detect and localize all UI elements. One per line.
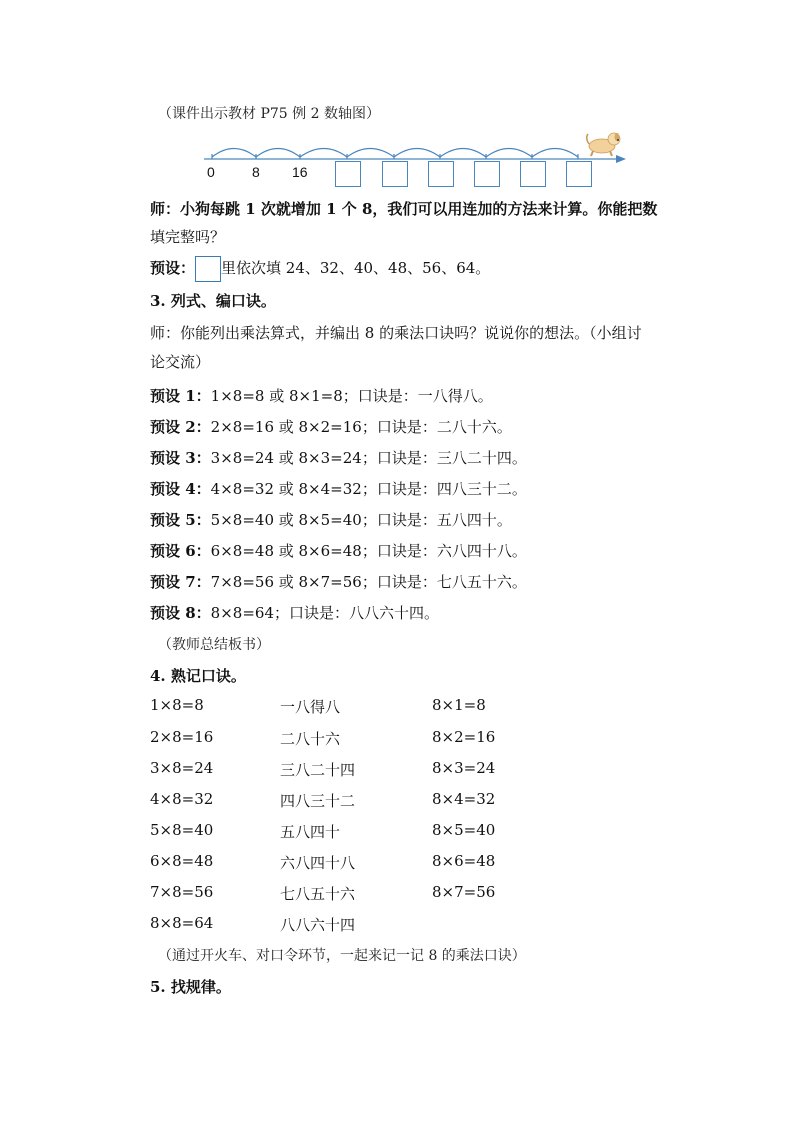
table-cell: 七八五十六 — [280, 885, 356, 903]
table-cell: 5×8=40 — [150, 821, 214, 839]
teacher-question-cont: 填完整吗？ — [150, 228, 226, 246]
preset-text: 6×8=48 或 8×6=48；口诀是：六八四十八。 — [210, 542, 527, 560]
table-cell: 二八十六 — [280, 730, 341, 748]
answer-box — [520, 161, 546, 187]
preset-line — [150, 540, 527, 561]
activity-note: （通过开火车、对口令环节，一起来记一记 8 的乘法口诀） — [158, 948, 526, 964]
figure-caption: （课件出示教材 P75 例 2 数轴图） — [158, 106, 380, 122]
preset-text: 1×8=8 或 8×1=8；口诀是：一八得八。 — [210, 387, 493, 405]
table-cell: 八八六十四 — [280, 916, 356, 934]
section-title: 3. 列式、编口诀。 — [150, 292, 276, 310]
table-cell: 六八四十八 — [280, 854, 356, 872]
table-cell: 7×8=56 — [150, 883, 214, 901]
hop-arc — [347, 149, 394, 158]
hop-arc — [212, 149, 256, 158]
preset-text: 4×8=32 或 8×4=32；口诀是：四八三十二。 — [210, 480, 527, 498]
tick-label: 0 — [207, 164, 215, 180]
answer-box — [566, 161, 592, 187]
table-cell: 四八三十二 — [280, 792, 356, 810]
summary-note: （教师总结板书） — [158, 637, 270, 653]
preset-text: 5×8=40 或 8×5=40；口诀是：五八四十。 — [210, 511, 512, 529]
preset-text: 8×8=64；口诀是：八八六十四。 — [210, 604, 439, 622]
hop-arc — [532, 149, 578, 158]
table-cell: 3×8=24 — [150, 759, 214, 777]
preset-line — [150, 571, 527, 592]
section-title: 4. 熟记口诀。 — [150, 667, 246, 685]
preset-line — [150, 478, 527, 499]
preset-label: 预设 8： — [150, 604, 211, 622]
preset-text: 2×8=16 或 8×2=16；口诀是：二八十六。 — [210, 418, 512, 436]
table-cell: 4×8=32 — [150, 790, 214, 808]
preset-text: 3×8=24 或 8×3=24；口诀是：三八二十四。 — [210, 449, 527, 467]
puppy-icon — [587, 133, 620, 156]
preset-line — [150, 416, 512, 437]
table-cell: 8×5=40 — [432, 821, 496, 839]
table-cell: 三八二十四 — [280, 761, 356, 779]
tick-label: 16 — [292, 164, 308, 180]
preset-label: 预设 6： — [150, 542, 211, 560]
answer-box — [195, 256, 221, 282]
table-cell: 8×1=8 — [432, 696, 486, 714]
answer-box — [335, 161, 361, 187]
answer-box — [428, 161, 454, 187]
table-cell: 8×7=56 — [432, 883, 496, 901]
section-title: 5. 找规律。 — [150, 978, 231, 996]
preset-line — [150, 447, 527, 468]
preset-text: 7×8=56 或 8×7=56；口诀是：七八五十六。 — [210, 573, 527, 591]
answer-box — [382, 161, 408, 187]
preset-line — [150, 385, 493, 406]
teacher-text: 师：小狗每跳 1 次就增加 1 个 8，我们可以用连加的方法来计算。你能把数 — [150, 200, 658, 218]
table-cell: 1×8=8 — [150, 696, 204, 714]
hop-arc — [256, 149, 300, 158]
preset-label: 预设： — [150, 259, 196, 277]
table-cell: 6×8=48 — [150, 852, 214, 870]
table-cell: 8×8=64 — [150, 914, 214, 932]
axis-arrow — [616, 155, 626, 163]
table-cell: 一八得八 — [280, 698, 341, 716]
teacher-question: 师：你能列出乘法算式，并编出 8 的乘法口诀吗？说说你的想法。（小组讨 — [150, 324, 642, 342]
preset-line — [150, 509, 512, 530]
preset-label: 预设 7： — [150, 573, 211, 591]
teacher-question — [150, 198, 657, 219]
tick-label: 8 — [252, 164, 260, 180]
number-line — [200, 128, 630, 188]
table-cell: 8×2=16 — [432, 728, 496, 746]
table-cell: 8×4=32 — [432, 790, 496, 808]
preset-answer — [150, 256, 490, 282]
table-cell: 五八四十 — [280, 823, 341, 841]
table-cell: 8×6=48 — [432, 852, 496, 870]
hop-arc — [300, 149, 347, 158]
preset-label: 预设 2： — [150, 418, 211, 436]
hop-arc — [394, 149, 440, 158]
preset-label: 预设 5： — [150, 511, 211, 529]
preset-line — [150, 602, 439, 623]
teacher-question-cont: 论交流） — [150, 353, 211, 371]
preset-label: 预设 3： — [150, 449, 211, 467]
answer-box — [474, 161, 500, 187]
table-cell: 8×3=24 — [432, 759, 496, 777]
hop-arc — [440, 149, 486, 158]
preset-label: 预设 4： — [150, 480, 211, 498]
table-cell: 2×8=16 — [150, 728, 214, 746]
hop-arc — [486, 149, 532, 158]
preset-label: 预设 1： — [150, 387, 211, 405]
preset-text: 里依次填 24、32、40、48、56、64。 — [221, 259, 491, 277]
